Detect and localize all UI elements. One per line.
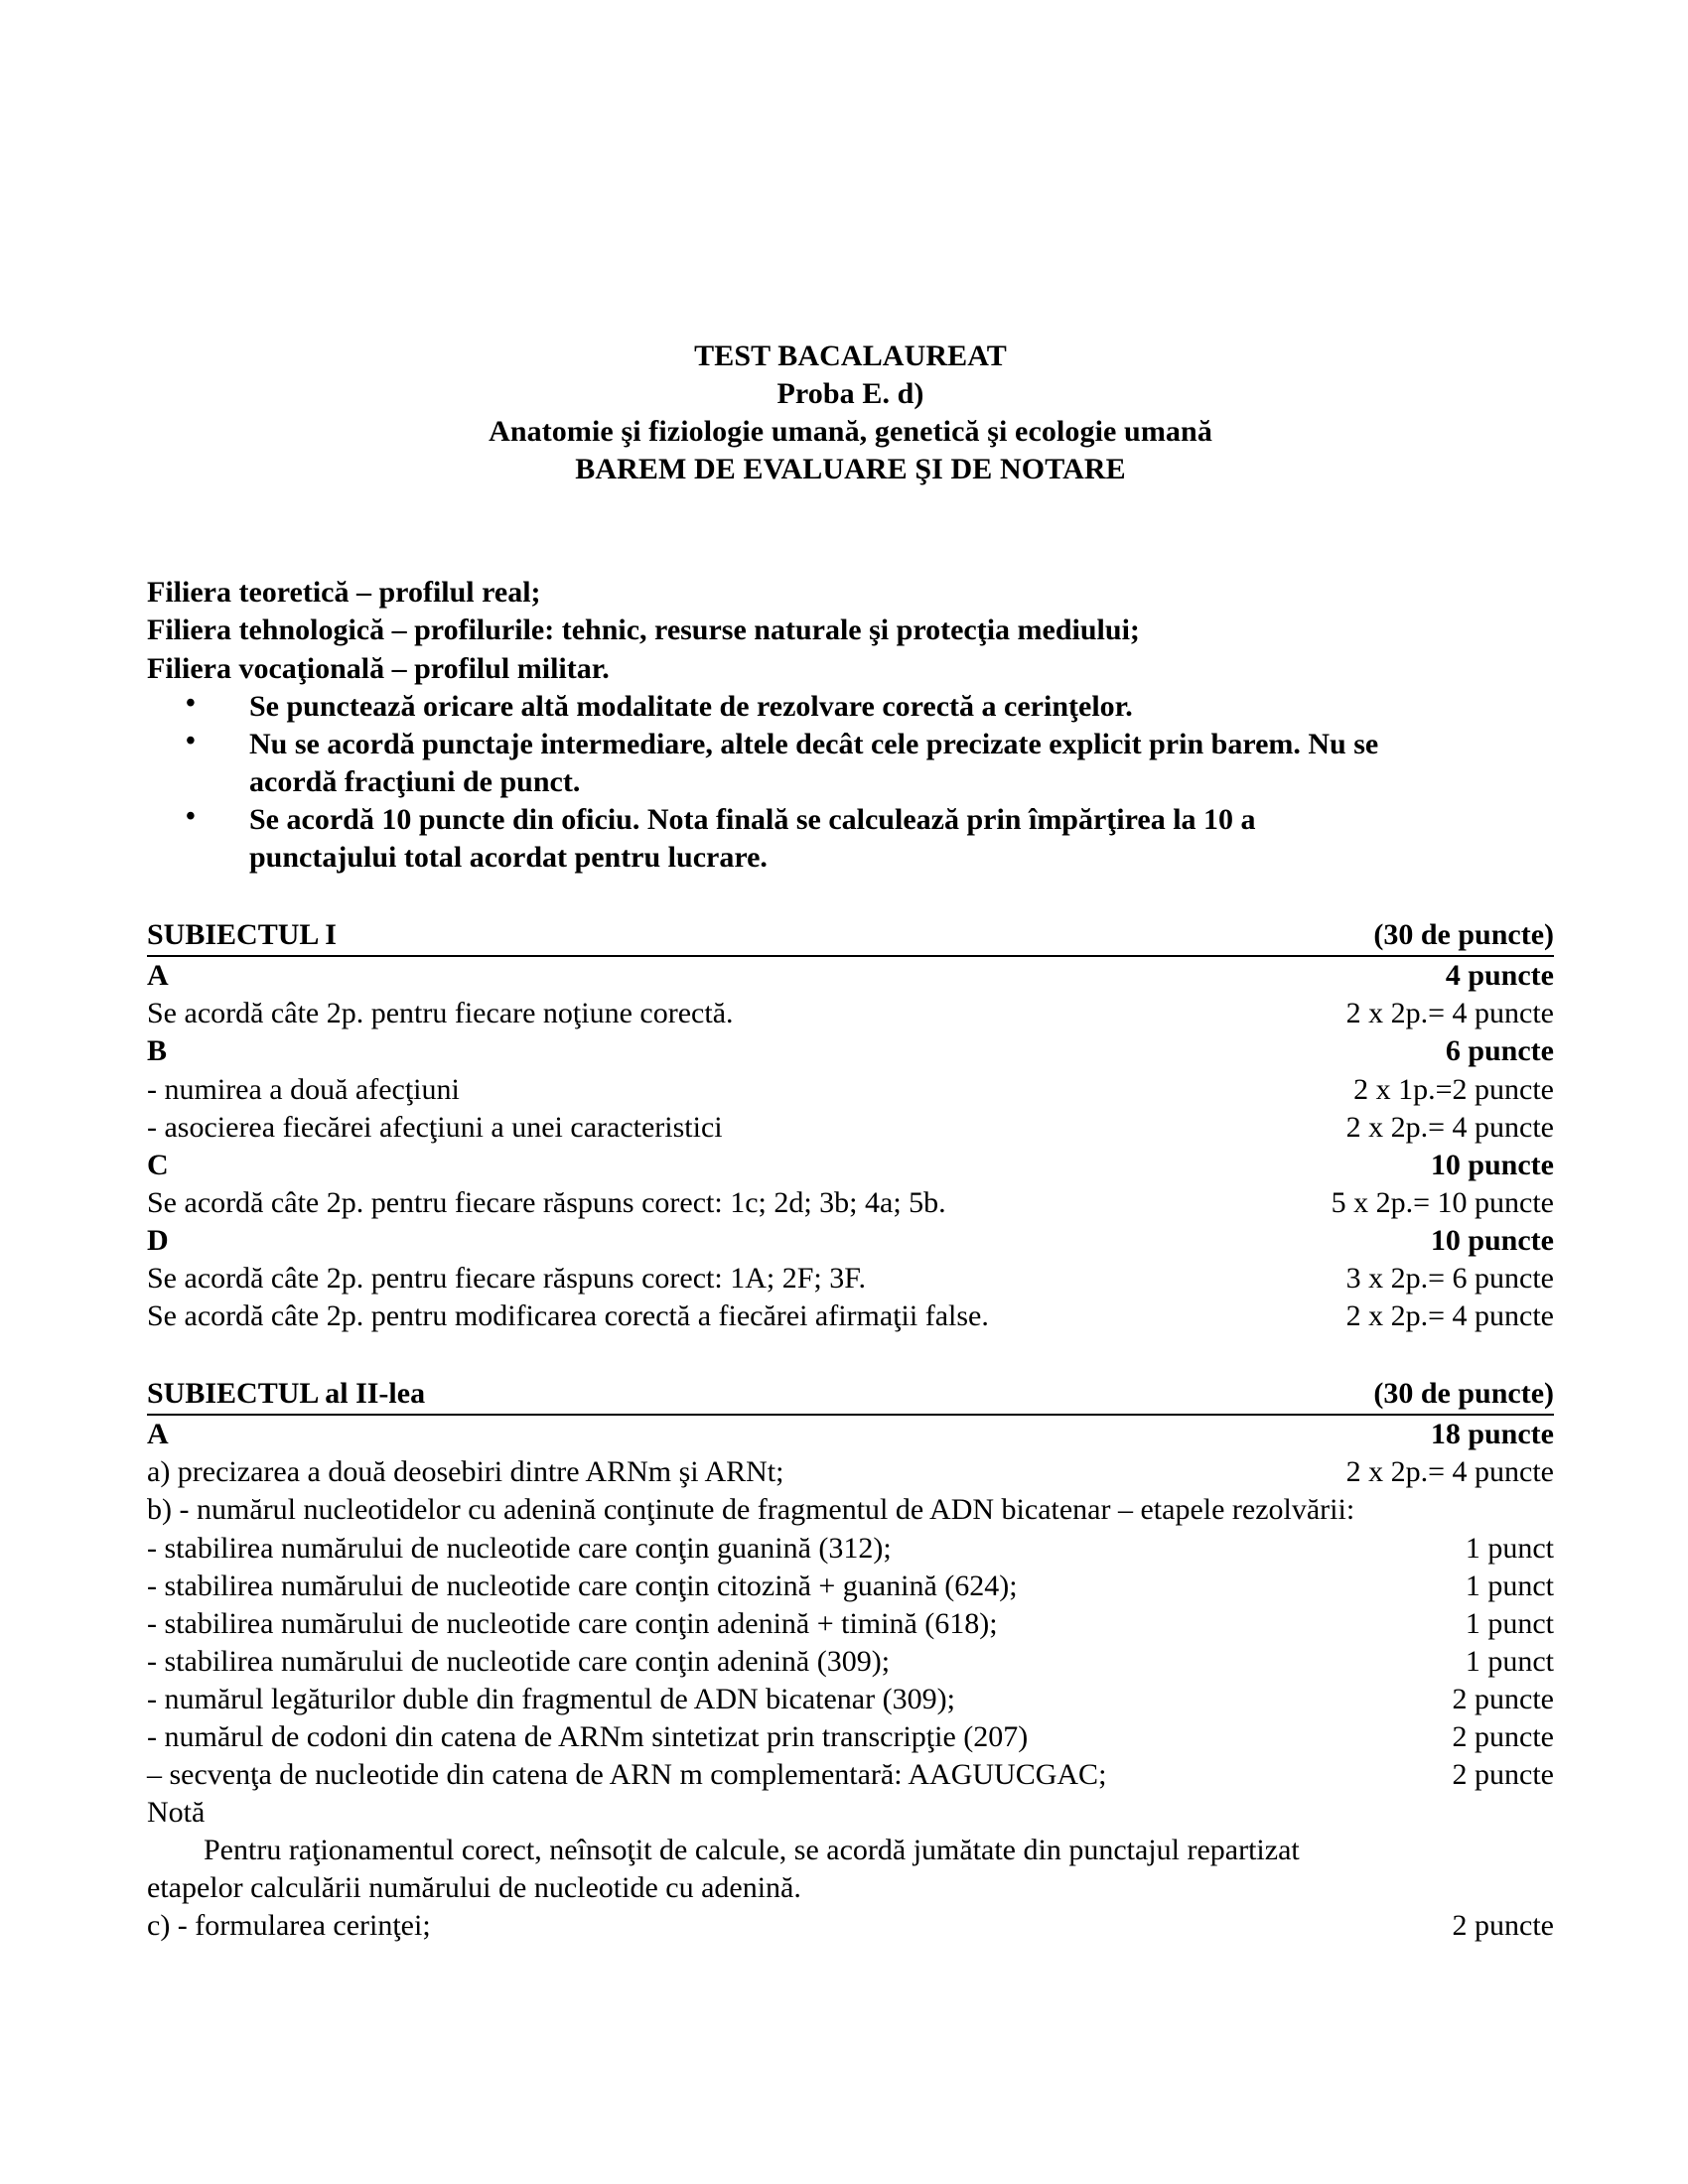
rule-text: punctajului total acordat pentru lucrare. bbox=[249, 841, 768, 875]
header-title-line1: TEST BACALAUREAT bbox=[694, 340, 1007, 372]
subiect-2-heading bbox=[147, 1375, 1554, 1416]
table-row bbox=[147, 1297, 1554, 1335]
rule-text: Nu se acordă punctaje intermediare, altele decât cele precizate explicit prin barem. Nu se bbox=[249, 727, 1379, 760]
item-points: 1 punct bbox=[1465, 1644, 1554, 1678]
table-row bbox=[147, 1453, 1554, 1491]
section-gap bbox=[147, 877, 1554, 916]
item-points: 1 punct bbox=[1465, 1531, 1554, 1565]
item-text: – secvenţa de nucleotide din catena de ARN m complementară: AAGUUCGAC; bbox=[147, 1758, 1107, 1792]
document-header bbox=[147, 338, 1554, 488]
table-row bbox=[147, 1109, 1554, 1147]
item-text: - numirea a două afecţiuni bbox=[147, 1072, 460, 1106]
item-text: a) precizarea a două deosebiri dintre ARNm şi ARNt; bbox=[147, 1455, 784, 1489]
item-points: 6 puncte bbox=[1445, 1034, 1554, 1068]
item-text: - asocierea fiecărei afecţiuni a unei caracteristici bbox=[147, 1110, 723, 1144]
table-row bbox=[147, 1643, 1554, 1681]
item-points: 10 puncte bbox=[1430, 1148, 1554, 1181]
item-text: Se acordă câte 2p. pentru fiecare răspuns corect: 1A; 2F; 3F. bbox=[147, 1261, 866, 1295]
item-text: - stabilirea numărului de nucleotide care conţin guanină (312); bbox=[147, 1531, 892, 1565]
item-letter: B bbox=[147, 1034, 168, 1068]
nota-paragraph-line1: Pentru raţionamentul corect, neînsoţit de calcule, se acordă jumătate din punctajul repartizat bbox=[204, 1834, 1300, 1867]
item-points: 2 puncte bbox=[1452, 1682, 1554, 1715]
filiera-line-vocationala: Filiera vocaţională – profilul militar. bbox=[147, 651, 610, 685]
subiect-1-points: (30 de puncte) bbox=[1373, 918, 1554, 952]
item-points: 2 puncte bbox=[1452, 1720, 1554, 1753]
list-item-continuation bbox=[147, 763, 1554, 801]
filiera-line-tehnologica: Filiera tehnologică – profilurile: tehnic, resurse naturale şi protecţia mediului; bbox=[147, 614, 1140, 647]
filiera-line-teoretica: Filiera teoretică – profilul real; bbox=[147, 576, 541, 610]
rule-text: acordă fracţiuni de punct. bbox=[249, 764, 581, 798]
table-row bbox=[147, 1568, 1554, 1605]
item-text: - numărul de codoni din catena de ARNm sintetizat prin transcripţie (207) bbox=[147, 1720, 1029, 1753]
subiect-1-body bbox=[147, 957, 1554, 1335]
item-points: 2 x 1p.=2 puncte bbox=[1353, 1072, 1554, 1106]
item-points: 2 x 2p.= 4 puncte bbox=[1345, 1299, 1554, 1333]
header-title-line4: BAREM DE EVALUARE ŞI DE NOTARE bbox=[575, 453, 1126, 486]
item-points: 3 x 2p.= 6 puncte bbox=[1345, 1261, 1554, 1295]
item-points: 2 puncte bbox=[1452, 1909, 1554, 1943]
bullet-icon: • bbox=[186, 687, 196, 719]
table-row bbox=[147, 957, 1554, 995]
rule-text: Se acordă 10 puncte din oficiu. Nota finală se calculează prin împărţirea la 10 a bbox=[249, 802, 1256, 836]
item-text: - numărul legăturilor duble din fragmentul de ADN bicatenar (309); bbox=[147, 1682, 955, 1715]
item-points: 10 puncte bbox=[1430, 1223, 1554, 1257]
item-text: - stabilirea numărului de nucleotide care conţin adenină + timină (618); bbox=[147, 1606, 998, 1640]
item-points: 5 x 2p.= 10 puncte bbox=[1331, 1185, 1554, 1219]
item-points: 1 punct bbox=[1465, 1606, 1554, 1640]
table-row bbox=[147, 1605, 1554, 1643]
table-row bbox=[147, 1491, 1554, 1529]
subiect-2-title: SUBIECTUL al II-lea bbox=[147, 1377, 426, 1411]
list-item bbox=[147, 726, 1554, 763]
table-row bbox=[147, 1681, 1554, 1718]
bullet-icon: • bbox=[186, 800, 196, 832]
filiera-block bbox=[147, 574, 1554, 687]
item-points: 18 puncte bbox=[1430, 1418, 1554, 1451]
subiect-2-body bbox=[147, 1416, 1554, 1945]
item-points: 2 x 2p.= 4 puncte bbox=[1345, 1455, 1554, 1489]
subiect-1-title: SUBIECTUL I bbox=[147, 918, 337, 952]
table-row bbox=[147, 1260, 1554, 1297]
section-gap bbox=[147, 1335, 1554, 1375]
header-title-line3: Anatomie şi fiziologie umană, genetică şi ecologie umană bbox=[489, 415, 1212, 449]
item-points: 2 x 2p.= 4 puncte bbox=[1345, 1110, 1554, 1144]
item-text: b) - numărul nucleotidelor cu adenină conţinute de fragmentul de ADN bicatenar – etapele rezolvării: bbox=[147, 1493, 1355, 1527]
table-row bbox=[147, 1756, 1554, 1794]
item-text: - stabilirea numărului de nucleotide care conţin adenină (309); bbox=[147, 1644, 891, 1678]
list-item bbox=[147, 801, 1554, 839]
table-row bbox=[147, 1147, 1554, 1184]
item-text: Se acordă câte 2p. pentru fiecare noţiune corectă. bbox=[147, 997, 734, 1030]
subiect-1-heading bbox=[147, 916, 1554, 957]
item-letter: D bbox=[147, 1223, 169, 1257]
table-row bbox=[147, 1071, 1554, 1109]
item-text: c) - formularea cerinţei; bbox=[147, 1909, 431, 1943]
item-text: - stabilirea numărului de nucleotide care conţin citozină + guanină (624); bbox=[147, 1569, 1018, 1602]
item-points: 2 puncte bbox=[1452, 1758, 1554, 1792]
table-row bbox=[147, 1907, 1554, 1945]
grading-rules-list bbox=[147, 688, 1554, 877]
table-row bbox=[147, 1222, 1554, 1260]
subiect-2-points: (30 de puncte) bbox=[1373, 1377, 1554, 1411]
item-letter: C bbox=[147, 1148, 169, 1181]
item-letter: A bbox=[147, 1418, 169, 1451]
nota-label: Notă bbox=[147, 1796, 206, 1830]
header-title-line2: Proba E. d) bbox=[776, 377, 924, 411]
table-row bbox=[147, 1530, 1554, 1568]
header-spacer bbox=[147, 488, 1554, 574]
table-row bbox=[147, 1718, 1554, 1756]
table-row bbox=[147, 995, 1554, 1032]
item-points: 4 puncte bbox=[1445, 959, 1554, 993]
item-points: 1 punct bbox=[1465, 1569, 1554, 1602]
item-text: Se acordă câte 2p. pentru modificarea corectă a fiecărei afirmaţii false. bbox=[147, 1299, 989, 1333]
nota-paragraph-line2: etapelor calculării numărului de nucleotide cu adenină. bbox=[147, 1871, 801, 1905]
bullet-icon: • bbox=[186, 725, 196, 756]
list-item bbox=[147, 688, 1554, 726]
item-letter: A bbox=[147, 959, 169, 993]
table-row bbox=[147, 1184, 1554, 1222]
item-text: Se acordă câte 2p. pentru fiecare răspuns corect: 1c; 2d; 3b; 4a; 5b. bbox=[147, 1185, 946, 1219]
list-item-continuation bbox=[147, 839, 1554, 877]
table-row bbox=[147, 1416, 1554, 1453]
table-row bbox=[147, 1032, 1554, 1070]
rule-text: Se punctează oricare altă modalitate de rezolvare corectă a cerinţelor. bbox=[249, 689, 1133, 723]
item-points: 2 x 2p.= 4 puncte bbox=[1345, 997, 1554, 1030]
